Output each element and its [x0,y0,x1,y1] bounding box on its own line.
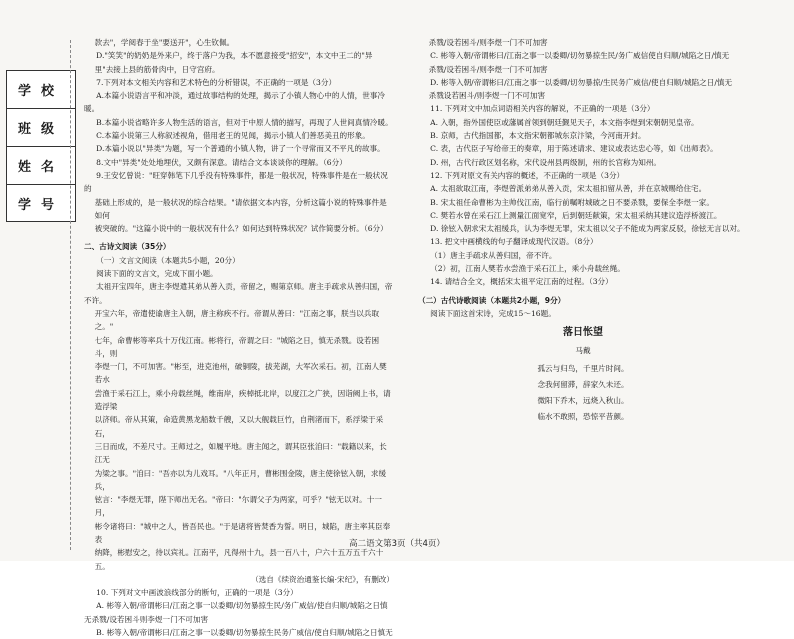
text-line: 里"去接上县的筋骨肉中，日守宫府。 [94,64,220,74]
text-line: 杀戮/设若困斗/则李煜一门不可加害 [428,64,548,74]
passage-line: 彬令诸将曰："城中之人，皆吾民也。"于是诸将皆焚香为誓。明日，城陷，唐主率其臣奉表 [94,521,391,544]
option-a: A.本篇小说语言平和冲淡，通过故事结构的处理，揭示了小镇人物心中的人情，世事冷暖。 [84,91,386,114]
passage-line: 三日而成，不差尺寸。王师过之，如履平地。唐主闻之，谓其臣张洎曰："载籍以来，长江无 [94,441,387,465]
question-14: 14. 请结合全文，概括宋太祖平定江南的过程。（3分） [430,277,613,287]
option-c: C. 彬等入朝/帝谓彬曰/江南之事一以委卿/切勿暴掠生民/务广威信使自归顺/城陷之日/慎无 [430,51,730,61]
option-b: B. 宋太祖任命曹彬为主帅伐江南，临行前嘱咐城破之日不要杀戮，要保全李煜一家。 [430,197,714,207]
poem-block [418,326,748,425]
passage-line: 以济师。帝从其策，命造黄黑龙船数千艘，又以大舰载巨竹，自荆渚而下，系浮梁于采石， [94,415,384,438]
option-c: C. 樊若水曾在采石江上测量江面宽窄，后到朝廷献策，宋太祖采纳其建议造浮桥渡江。 [430,210,722,220]
text-line: 被突破的。"这篇小说中的一般状况有什么？如何达到特殊状况？试作简要分析。（6分） [94,224,388,234]
question-13-2: （2）初，江南人樊若水尝渔于采石江上，乘小舟载丝绳。 [430,264,625,274]
question-12: 12. 下列对原文有关内容的概述，不正确的一项是（3分） [430,170,625,180]
section-heading: 二、古诗文阅读（35分） [84,242,171,252]
instruction: 阅读下面这首宋诗，完成15～16题。 [430,308,556,318]
right-column [418,36,748,425]
option-a: A. 入朝，指外国使臣或藩属首领到朝廷觐见天子，本文指李煜到宋朝朝见皇帝。 [430,117,699,127]
poem-line: 孤云与归鸟，千里片时间。 [537,363,629,373]
option-b: B.本篇小说省略许多人物生活的语言，但对于中原人情的描写，再现了人世间真情冷暖。 [96,117,393,127]
option-b: B. 彬等入朝/帝谓彬曰/江南之事一以委卿/切勿暴掠生民务广威信/使自归顺/城陷之日慎无 [96,628,393,638]
poem-line: 微阳下乔木，远烧入秋山。 [537,395,629,405]
option-c: C.本篇小说第三人称叙述视角，借用老王的见闻，揭示小镇人们善恶美丑的形象。 [96,131,370,141]
question-8: 8.文中"异类"处处地埋伏，又颇有深意。请结合文本谈谈你的理解。（6分） [96,157,347,167]
option-d: D.本篇小说以"异类"为题，写一个普通的小镇人物，讲了一个寻常而又不平凡的故事。 [96,144,385,154]
text-line: 基础上形成的，是一般状况的综合结果。"请依据文本内容，分析这篇小说的特殊事件是如何 [94,197,387,220]
source-citation: （选自《续资治通鉴长编·宋纪》，有删改） [251,574,394,584]
student-id-label: 学号 [17,198,64,213]
question-9: 9.王安忆曾说："旺穿韩笔下几乎没有特殊事件，都是一般状况，特殊事件是在一般状况的 [84,170,388,194]
text-line: 款去"，学阅春于坐"要送开"，心生钦佩。 [94,38,235,47]
passage-line: 李煜一门，不可加害。"彬至，进克池州，破铜陵，拔芜湖，大军次采石。初，江南人樊若水 [94,362,387,385]
passage-line: 铉言："李煜无罪，陛下师出无名。"帝曰："尔谓父子为两家，可乎？"铉无以对。十一月， [94,495,382,518]
poem-title: 落日怅望 [563,327,603,339]
binding-line [70,40,71,550]
option-c: C. 表，古代臣子写给帝王的奏章，用于陈述请求、建议或表达忠心等，如《出师表》。 [430,144,718,154]
option-d: D. 州，古代行政区划名称，宋代设州县两级制，州的长官称为知州。 [430,157,662,167]
question-7: 7.下列对本文相关内容和艺术特色的分析错误，不正确的一项是（3分） [96,77,337,87]
question-11: 11. 下列对文中加点词语相关内容的解说，不正确的一项是（3分） [430,104,655,114]
option-d: D. 彬等入朝/帝谓彬曰/江南之事一以委卿/切勿暴掠/生民务广威信/使自归顺/城陷之日/慎无 [430,77,733,87]
name-label: 姓名 [7,147,75,185]
poem-author: 马戴 [575,345,591,355]
instruction: 阅读下面的文言文，完成下面小题。 [96,269,218,279]
option-b: B. 京师，古代指国都，本文指宋朝都城东京汴梁，今河南开封。 [430,131,646,141]
school-label: 学校 [7,71,75,109]
page-footer: 高二语文第3页（共4页） [349,539,445,549]
text-line: 杀戮设若困斗/则李煜一门不可加害 [428,91,546,101]
option-a: A. 太祖欲取江南，李煜曾派弟弟从善入贡，宋太祖扣留从善，并在京城赐给住宅。 [430,184,707,194]
class-label: 班级 [7,109,75,147]
passage-line: 尝渔于采石江上，乘小舟载丝绳，维南岸，疾棹抵北岸，以度江之广狭，因诣阙上书，请造浮梁 [94,388,391,412]
subsection-heading: （二）古代诗歌阅读（本题共2小题，9分） [418,295,566,305]
passage-line: 开宝六年，帝遣使谕唐主入朝，唐主称疾不行。帝谓从善曰："江南之事，朕当以兵取之。" [94,308,380,332]
passage-line: 为梁之事。"洎曰："吾亦以为儿戏耳。"八年正月，曹彬围金陵，唐主使徐铉入朝，求缓兵， [94,468,387,491]
poem-line: 临水不敢照，恐惊平昔颜。 [537,411,629,421]
passage-line: 太祖开宝四年，唐主李煜遣其弟从善入贡，帝留之，赐第京师。唐主手疏求从善归国，帝不许。 [84,282,393,305]
student-info-box [6,70,76,222]
question-13: 13. 把文中画横线的句子翻译成现代汉语。（8分） [430,237,598,247]
question-13-1: （1）唐主手疏求从善归国，帝不许。 [430,250,557,260]
poem-line: 念我何留滞，辞家久未还。 [537,379,629,389]
text-line: 杀戮/设若困斗/则李煜一门不可加害 [428,38,548,47]
question-10: 10. 下列对文中画波浪线部分的断句，正确的一项是（3分） [96,588,298,598]
option-d: D. 徐铉入朝求宋太祖缓兵，认为李煜无罪，宋太祖以父子不能成为两家反驳，徐铉无言以对。 [430,224,745,234]
text-line: D."笑笑"的奶奶是外来户，终于落户为我，本不愿意接受"招安"，本文中王二的"异 [96,51,373,61]
option-a: A. 彬等入朝/帝谓彬曰/江南之事一以委卿/切勿暴掠生民/务广威信/使自归顺/城陷之日慎无杀戮/设若困斗则李煜一门不可加害 [84,601,388,624]
passage-line: 纳降，彬慰安之，待以宾礼。江南平，凡得州十九，县一百八十，户六十五万五千六十五。 [94,548,384,571]
passage-line: 七年，命曹彬等率兵十万伐江南。彬将行，帝谓之曰："城陷之日，慎无杀戮。设若困斗，则 [94,335,380,358]
subsection-heading: （一）文言文阅读（本题共5小题，20分） [96,255,240,265]
